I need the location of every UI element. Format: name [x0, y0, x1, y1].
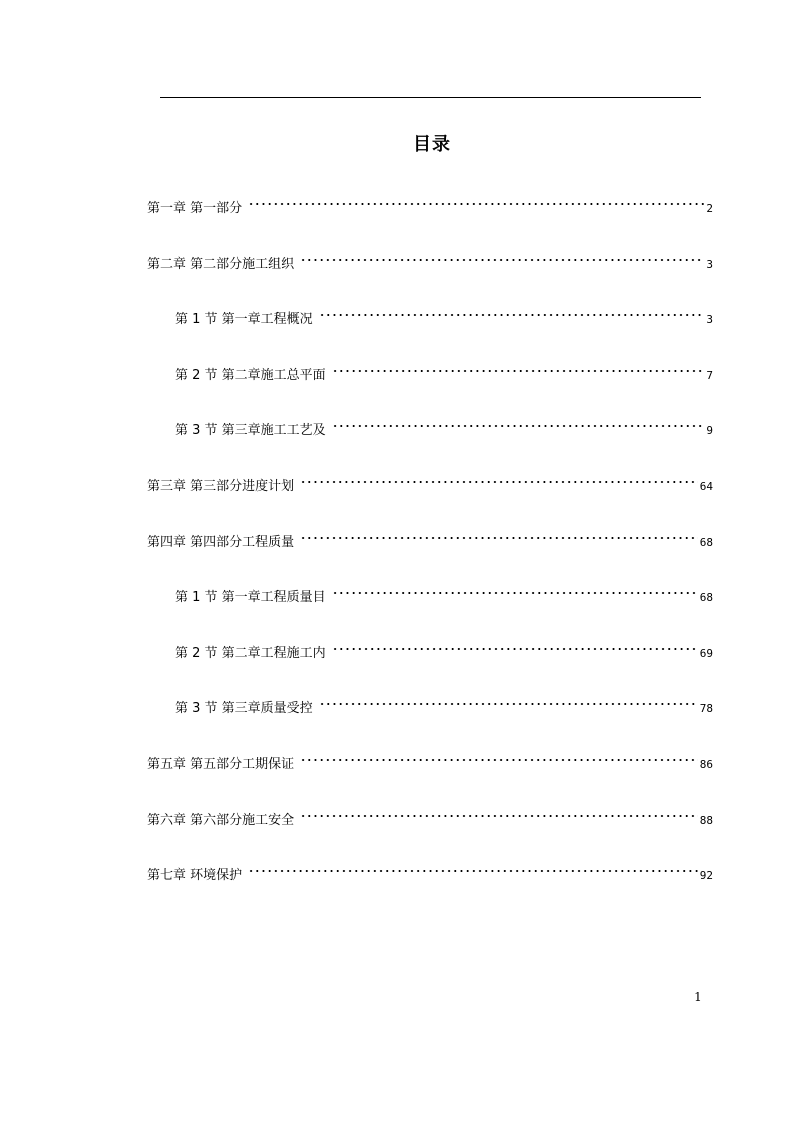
toc-page-number: 2 [706, 202, 713, 215]
toc-entry-label: 第四章 第四部分工程质量 [147, 534, 295, 550]
toc-dot-leader [298, 522, 700, 546]
toc-entry[interactable] [175, 688, 713, 717]
toc-entry[interactable] [175, 577, 713, 606]
page-number: 1 [694, 990, 702, 1004]
toc-entry[interactable] [147, 466, 713, 494]
toc-page-number: 7 [706, 368, 713, 382]
toc-entry[interactable] [175, 355, 713, 383]
toc-page-number: 64 [699, 480, 713, 493]
toc-page-number: 92 [699, 869, 713, 883]
toc-dot-leader [298, 744, 700, 768]
toc-entry-label: 第 2 节 第二章施工总平面 [175, 367, 326, 383]
toc-entry-label: 第 1 节 第一章工程概况 [175, 312, 313, 328]
toc-entry-label: 第 2 节 第二章工程施工内 [175, 645, 326, 661]
toc-title: 目录 [413, 134, 451, 155]
toc-entry-label: 第 3 节 第三章施工工艺及 [175, 423, 326, 439]
toc-page-number: 68 [699, 591, 713, 605]
toc-page-number: 86 [699, 758, 713, 771]
toc-dot-leader [330, 633, 700, 657]
toc-entry-label: 第 3 节 第三章质量受控 [175, 701, 313, 717]
toc-dot-leader [246, 855, 700, 879]
toc-dot-leader [298, 800, 700, 824]
toc-entry-label: 第五章 第五部分工期保证 [147, 757, 295, 772]
toc-page-number: 3 [706, 257, 713, 271]
toc-page-number: 3 [706, 313, 713, 327]
toc-dot-leader [298, 244, 706, 268]
toc-entry-label: 第六章 第六部分施工安全 [147, 812, 295, 828]
toc-dot-leader [298, 466, 700, 490]
toc-entry-label: 第一章 第一部分 [147, 201, 243, 216]
toc-entry[interactable] [147, 855, 713, 884]
toc-page-number: 9 [706, 424, 713, 438]
toc-dot-leader [330, 577, 700, 601]
toc-entry-label: 第三章 第三部分进度计划 [147, 479, 295, 494]
toc-dot-leader [317, 688, 700, 712]
toc-dot-leader [330, 410, 707, 434]
toc-entry[interactable] [175, 299, 713, 328]
toc-entry[interactable] [147, 744, 713, 772]
toc-entry[interactable] [147, 188, 713, 216]
header-rule [160, 97, 701, 98]
toc-dot-leader [330, 355, 707, 379]
toc-dot-leader [317, 299, 707, 323]
toc-entry[interactable] [147, 244, 713, 272]
toc-page-number: 78 [699, 702, 713, 716]
toc-page-number: 68 [699, 535, 713, 549]
toc-entry[interactable] [147, 800, 713, 828]
toc-entry[interactable] [175, 410, 713, 439]
toc-entry-label: 第七章 环境保护 [147, 868, 243, 884]
toc-entry[interactable] [147, 522, 713, 550]
toc-page-number: 69 [699, 646, 713, 660]
toc-dot-leader [246, 188, 706, 212]
toc-page-number: 88 [699, 813, 713, 827]
toc-entry[interactable] [175, 633, 713, 661]
toc-entry-label: 第二章 第二部分施工组织 [147, 256, 295, 272]
toc-entry-label: 第 1 节 第一章工程质量目 [175, 590, 326, 606]
